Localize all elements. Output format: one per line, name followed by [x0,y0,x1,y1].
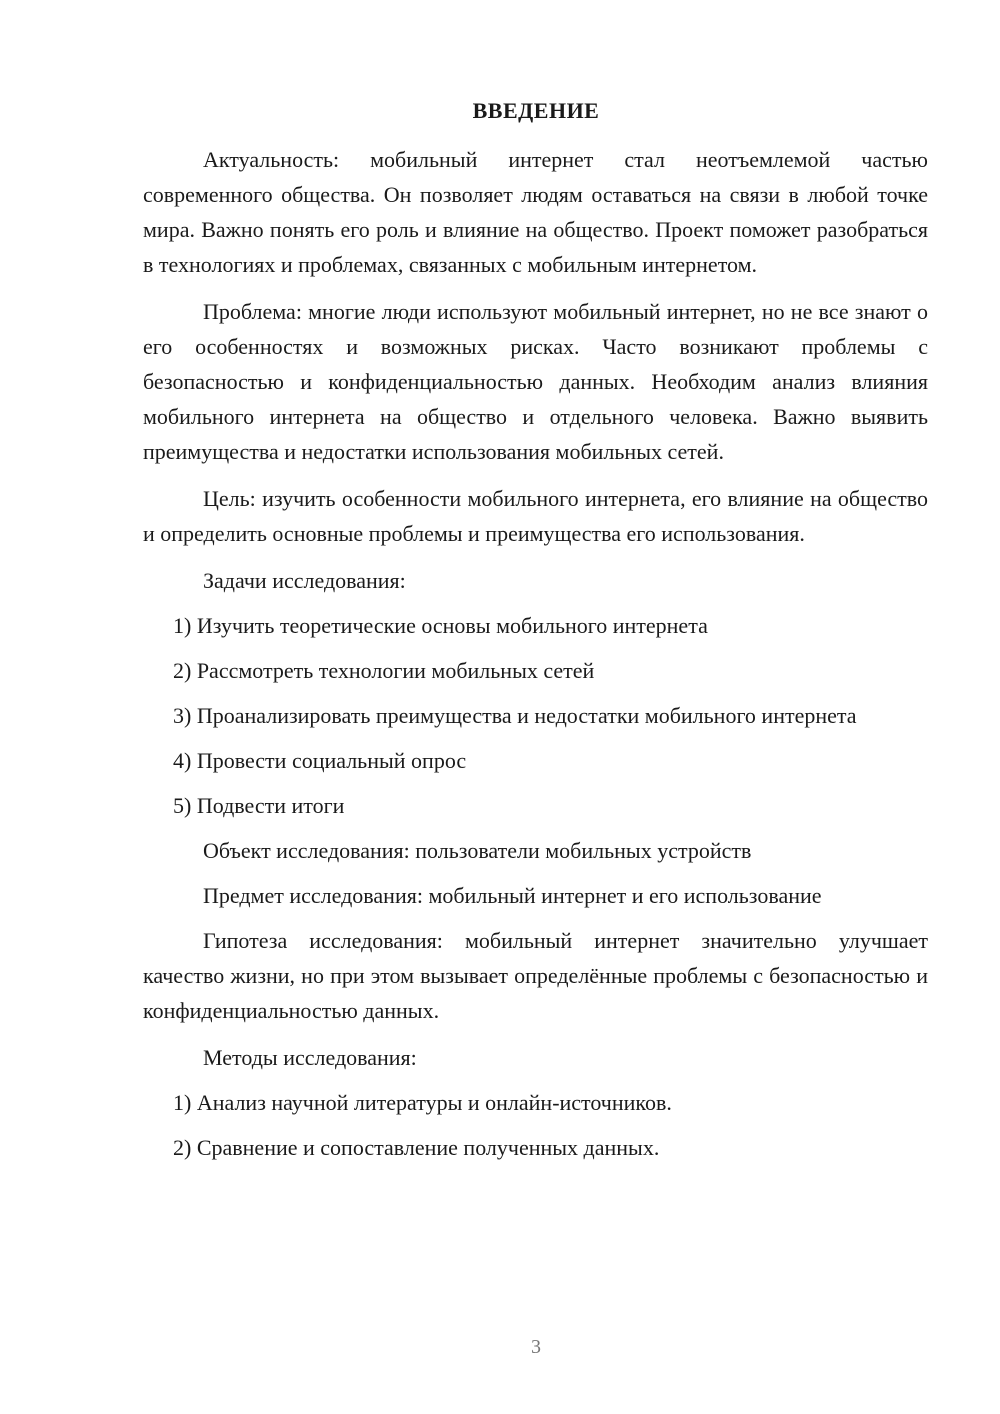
object-paragraph: Объект исследования: пользователи мобильных устройств [203,838,752,863]
task-item: 5) Подвести итоги [173,793,345,818]
section-heading: ВВЕДЕНИЕ [472,98,600,123]
subject-paragraph: Предмет исследования: мобильный интернет и его использование [203,883,822,908]
methods-title: Методы исследования: [203,1045,417,1070]
task-item: 1) Изучить теоретические основы мобильного интернета [173,613,708,638]
task-item: 3) Проанализировать преимущества и недостатки мобильного интернета [173,703,857,728]
hypothesis-paragraph: Гипотеза исследования: мобильный интернет значительно улучшает качество жизни, но при этом вызывает определённые проблемы с безопасностью и конфиденциальностью данных. [143,928,928,1023]
method-item: 1) Анализ научной литературы и онлайн-источников. [173,1090,672,1115]
task-item: 2) Рассмотреть технологии мобильных сетей [173,658,595,683]
task-item: 4) Провести социальный опрос [173,748,467,773]
goal-paragraph: Цель: изучить особенности мобильного интернета, его влияние на общество и определить основные проблемы и преимущества его использования. [143,486,928,546]
method-item: 2) Сравнение и сопоставление полученных данных. [173,1135,660,1160]
tasks-title: Задачи исследования: [203,568,406,593]
body-text [143,142,928,1175]
problem-paragraph: Проблема: многие люди используют мобильный интернет, но не все знают о его особенностях и возможных рисках. Часто возникают проблемы с безопасностью и конфиденциальностью данных. Необходим анализ влияния мобильного интернета на общество и отдельного человека. Важно выявить преимущества и недостатки использования мобильных сетей. [143,299,928,464]
page-number: 3 [531,1336,541,1358]
relevance-paragraph: Актуальность: мобильный интернет стал неотъемлемой частью современного общества. Он позволяет людям оставаться на связи в любой точке мира. Важно понять его роль и влияние на общество. Проект поможет разобраться в технологиях и проблемах, связанных с мобильным интернетом. [143,147,928,277]
